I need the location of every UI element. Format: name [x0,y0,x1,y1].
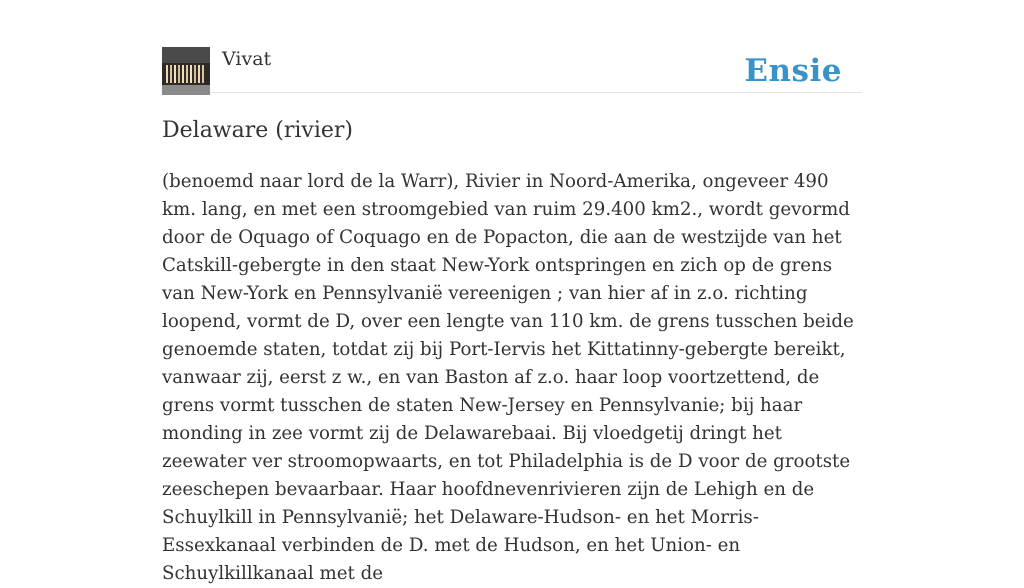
author-avatar[interactable] [162,47,210,95]
brand-logo-link[interactable]: Ensie [744,53,842,89]
entry-title: Delaware (rivier) [162,118,354,143]
entry-body: (benoemd naar lord de la Warr), Rivier in Noord-Amerika, ongeveer 490 km. lang, en met een stroomgebied van ruim 29.400 km2., wordt gevormd door de Oquago of Coquago en de Popacton, die aan de westzijde van het Catskill-gebergte in den staat New-York ontspringen en zich op de grens van New-York en Pennsylvanië vereenigen ; van hier af in z.o. richting loopend, vormt de D, over een lengte van 110 km. de grens tusschen beide genoemde staten, totdat zij bij Port-Iervis het Kittatinny-gebergte bereikt, vanwaar zij, eerst z w., en van Baston af z.o. haar loop voortzettend, de grens vormt tusschen de staten New-Jersey en Pennsylvanie; bij haar monding in zee vormt zij de Delawarebaai. Bij vloedgetij dringt het zeewater ver stroomopwaarts, en tot Philadelphia is de D voor de grootste zeeschepen bevaarbaar. Haar hoofdnevenrivieren zijn de Lehigh en de Schuylkill in Pennsylvanië; het Delaware-Hudson- en het Morris-Essexkanaal verbinden de D. met de Hudson, en het Union- en Schuylkillkanaal met de [162,171,854,584]
author-name-link[interactable]: Vivat [222,48,272,70]
site-header [162,44,862,93]
book-spines-icon [162,47,210,95]
